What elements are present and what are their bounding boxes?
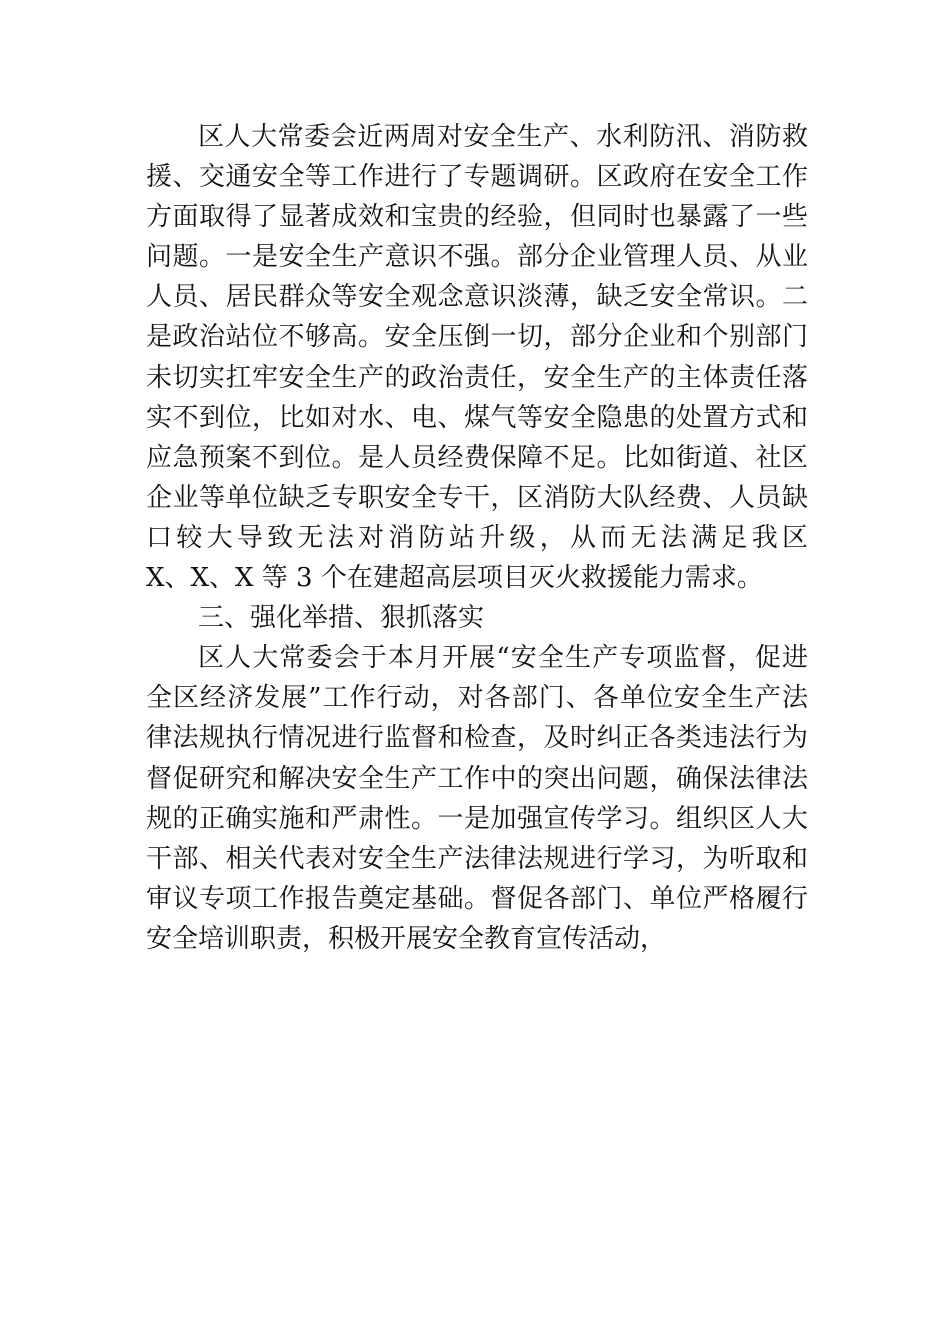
paragraph-line: 企业等单位缺乏专职安全专干，区消防大队经费、人员缺 bbox=[146, 482, 808, 513]
paragraph-line: 律法规执行情况进行监督和检查，及时纠正各类违法行为 bbox=[146, 723, 808, 754]
paragraph-measures bbox=[146, 638, 808, 959]
paragraph-line: 实不到位，比如对水、电、煤气等安全隐患的处置方式和 bbox=[146, 402, 808, 433]
paragraph-line: 是政治站位不够高。安全压倒一切，部分企业和个别部门 bbox=[146, 322, 808, 353]
paragraph-line: X、X、X 等 3 个在建超高层项目灭火救援能力需求。 bbox=[146, 563, 763, 594]
paragraph-line: 全区经济发展”工作行动，对各部门、各单位安全生产法 bbox=[146, 683, 808, 714]
paragraph-line: 审议专项工作报告奠定基础。督促各部门、单位严格履行 bbox=[146, 883, 808, 914]
paragraph-line: 未切实扛牢安全生产的政治责任，安全生产的主体责任落 bbox=[146, 362, 808, 393]
paragraph-line: 区人大常委会近两周对安全生产、水利防汛、消防救 bbox=[198, 122, 808, 152]
paragraph-line: 援、交通安全等工作进行了专题调研。区政府在安全工作 bbox=[146, 162, 808, 193]
paragraph-line: 安全培训职责，积极开展安全教育宣传活动， bbox=[146, 923, 667, 954]
paragraph-line: 问题。一是安全生产意识不强。部分企业管理人员、从业 bbox=[146, 242, 808, 273]
paragraph-line: 区人大常委会于本月开展“安全生产专项监督，促进 bbox=[198, 643, 808, 674]
paragraph-line: 人员、居民群众等安全观念意识淡薄，缺乏安全常识。二 bbox=[146, 282, 808, 313]
paragraph-line: 方面取得了显著成效和宝贵的经验，但同时也暴露了一些 bbox=[146, 202, 808, 233]
paragraph-line: 应急预案不到位。是人员经费保障不足。比如街道、社区 bbox=[146, 442, 808, 473]
paragraph-line: 干部、相关代表对安全生产法律法规进行学习，为听取和 bbox=[146, 843, 808, 874]
paragraph-line: 督促研究和解决安全生产工作中的突出问题，确保法律法 bbox=[146, 763, 808, 794]
section-heading: 三、强化举措、狠抓落实 bbox=[198, 603, 485, 634]
document-body bbox=[146, 117, 808, 959]
paragraph-line: 规的正确实施和严肃性。一是加强宣传学习。组织区人大 bbox=[146, 803, 808, 834]
paragraph-line: 口较大导致无法对消防站升级，从而无法满足我区 bbox=[146, 522, 808, 553]
paragraph-problems bbox=[146, 117, 808, 598]
